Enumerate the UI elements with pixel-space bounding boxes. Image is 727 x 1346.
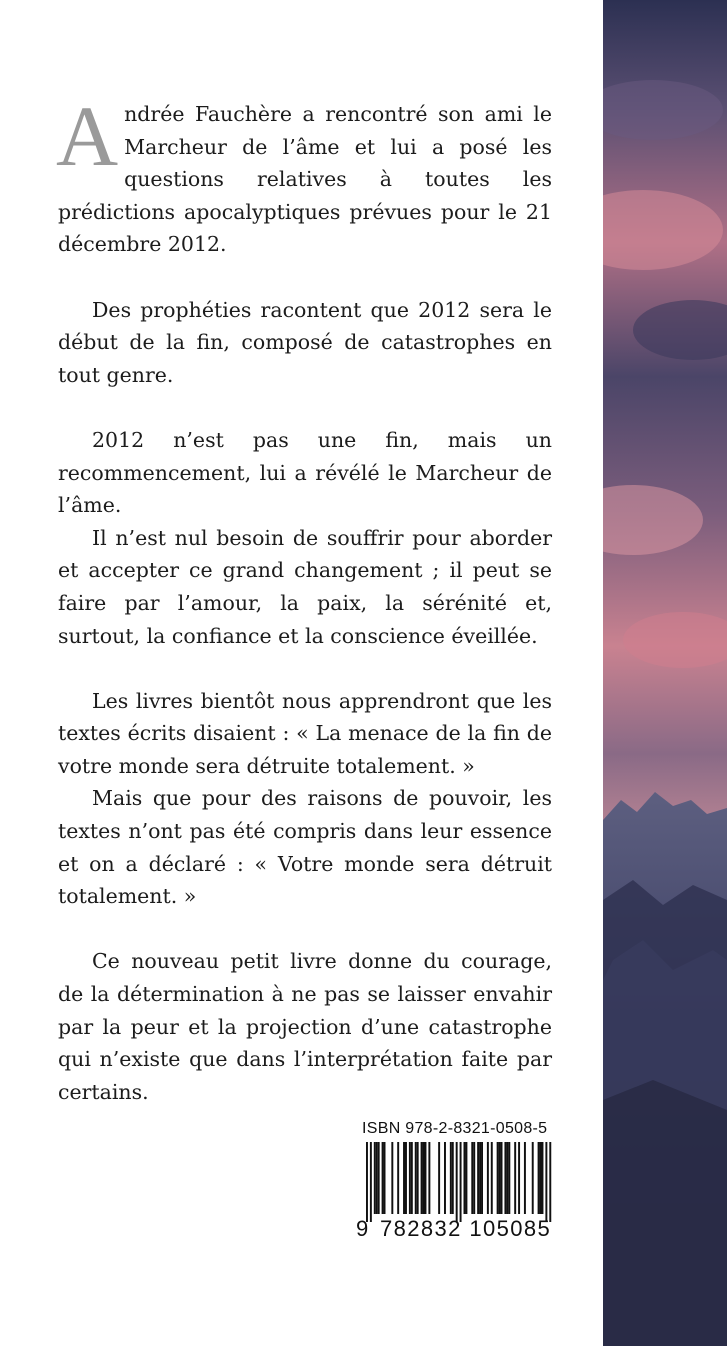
barcode-bars [356,1142,556,1222]
barcode-lead-digit: 9 [356,1216,369,1241]
intro-paragraph [56,88,552,261]
drop-cap: A [56,88,119,184]
barcode-bar [403,1142,405,1214]
barcode-bar [465,1142,467,1214]
barcode-bar [423,1142,425,1214]
barcode-bar [514,1142,516,1214]
barcode-bar [545,1142,547,1222]
barcode-bar [508,1142,510,1214]
barcode-bar [374,1142,376,1214]
barcode-bar [405,1142,407,1214]
barcode-bar [452,1142,454,1214]
barcode-bar [473,1142,475,1214]
barcode-bar [464,1142,466,1214]
paragraph-no-suffering: Il n’est nul besoin de souffrir pour aborder et accepter ce grand changement ; il peut se faire par l’amour, la paix, la sérénité et, surtout, la confiance et la conscience éveillée. [58,525,552,648]
barcode-bar [409,1142,411,1214]
mountain-sunset-photo [603,0,727,1346]
barcode-bar [456,1142,458,1222]
paragraph-books: Les livres bientôt nous apprendront que les textes écrits disaient : « La menace de la fin de votre monde sera détruite totalement. » [58,688,552,778]
intro-text: ndrée Fauchère a rencontré son ami le Marcheur de l’âme et lui a posé les questions relatives à toutes les prédictions apocalyptiques prévues pour le 21 décembre 2012. [58,102,552,257]
isbn-barcode [356,1120,556,1250]
barcode-bar [491,1142,493,1214]
barcode-bar [540,1142,542,1214]
barcode-bar [428,1142,430,1214]
barcode-bar [518,1142,520,1214]
barcode-bar [384,1142,386,1214]
barcode-bar [382,1142,384,1214]
barcode-bar [444,1142,446,1214]
barcode-digits: 782832 105085 [380,1216,552,1241]
barcode-bar [487,1142,489,1214]
back-cover-text [56,88,552,1108]
paragraph-prophecies: Des prophéties racontent que 2012 sera le début de la fin, composé de catastrophes en tout genre. [58,297,552,387]
barcode-bar [378,1142,380,1214]
barcode-bar [425,1142,427,1214]
barcode-bar [538,1142,540,1214]
barcode-bar [450,1142,452,1214]
barcode-bar [411,1142,413,1214]
barcode-bar [501,1142,503,1214]
barcode-bar [481,1142,483,1214]
barcode-bar [417,1142,419,1214]
barcode-bar [391,1142,393,1214]
barcode-bar [471,1142,473,1214]
barcode-bar [370,1142,372,1222]
barcode-bar [542,1142,544,1214]
barcode-bar [497,1142,499,1214]
paragraph-not-an-end: 2012 n’est pas une fin, mais un recommencement, lui a révélé le Marcheur de l’âme. [58,427,552,518]
barcode-bar [397,1142,399,1214]
barcode-bar [460,1142,462,1222]
barcode-bar [421,1142,423,1214]
paragraph-courage: Ce nouveau petit livre donne du courage, de la détermination à ne pas se laisser envahir par la peur et la projection d’une catastrophe qui n’existe que dans l’interprétation faite par certains. [58,949,552,1104]
barcode-bar [506,1142,508,1214]
barcode-bar [499,1142,501,1214]
paragraph-power: Mais que pour des raisons de pouvoir, les textes n’ont pas été compris dans leur essence et on a déclaré : « Votre monde sera détruit totalement. » [58,786,552,909]
barcode-bar [477,1142,479,1214]
barcode-bar [376,1142,378,1214]
isbn-label: ISBN 978-2-8321-0508-5 [362,1120,548,1137]
barcode-bar [438,1142,440,1214]
barcode-bar [532,1142,534,1214]
barcode-bar [479,1142,481,1214]
barcode-bar [415,1142,417,1214]
barcode-bar [366,1142,368,1222]
barcode-bar [549,1142,551,1222]
barcode-bar [524,1142,526,1214]
barcode-bar [504,1142,506,1214]
